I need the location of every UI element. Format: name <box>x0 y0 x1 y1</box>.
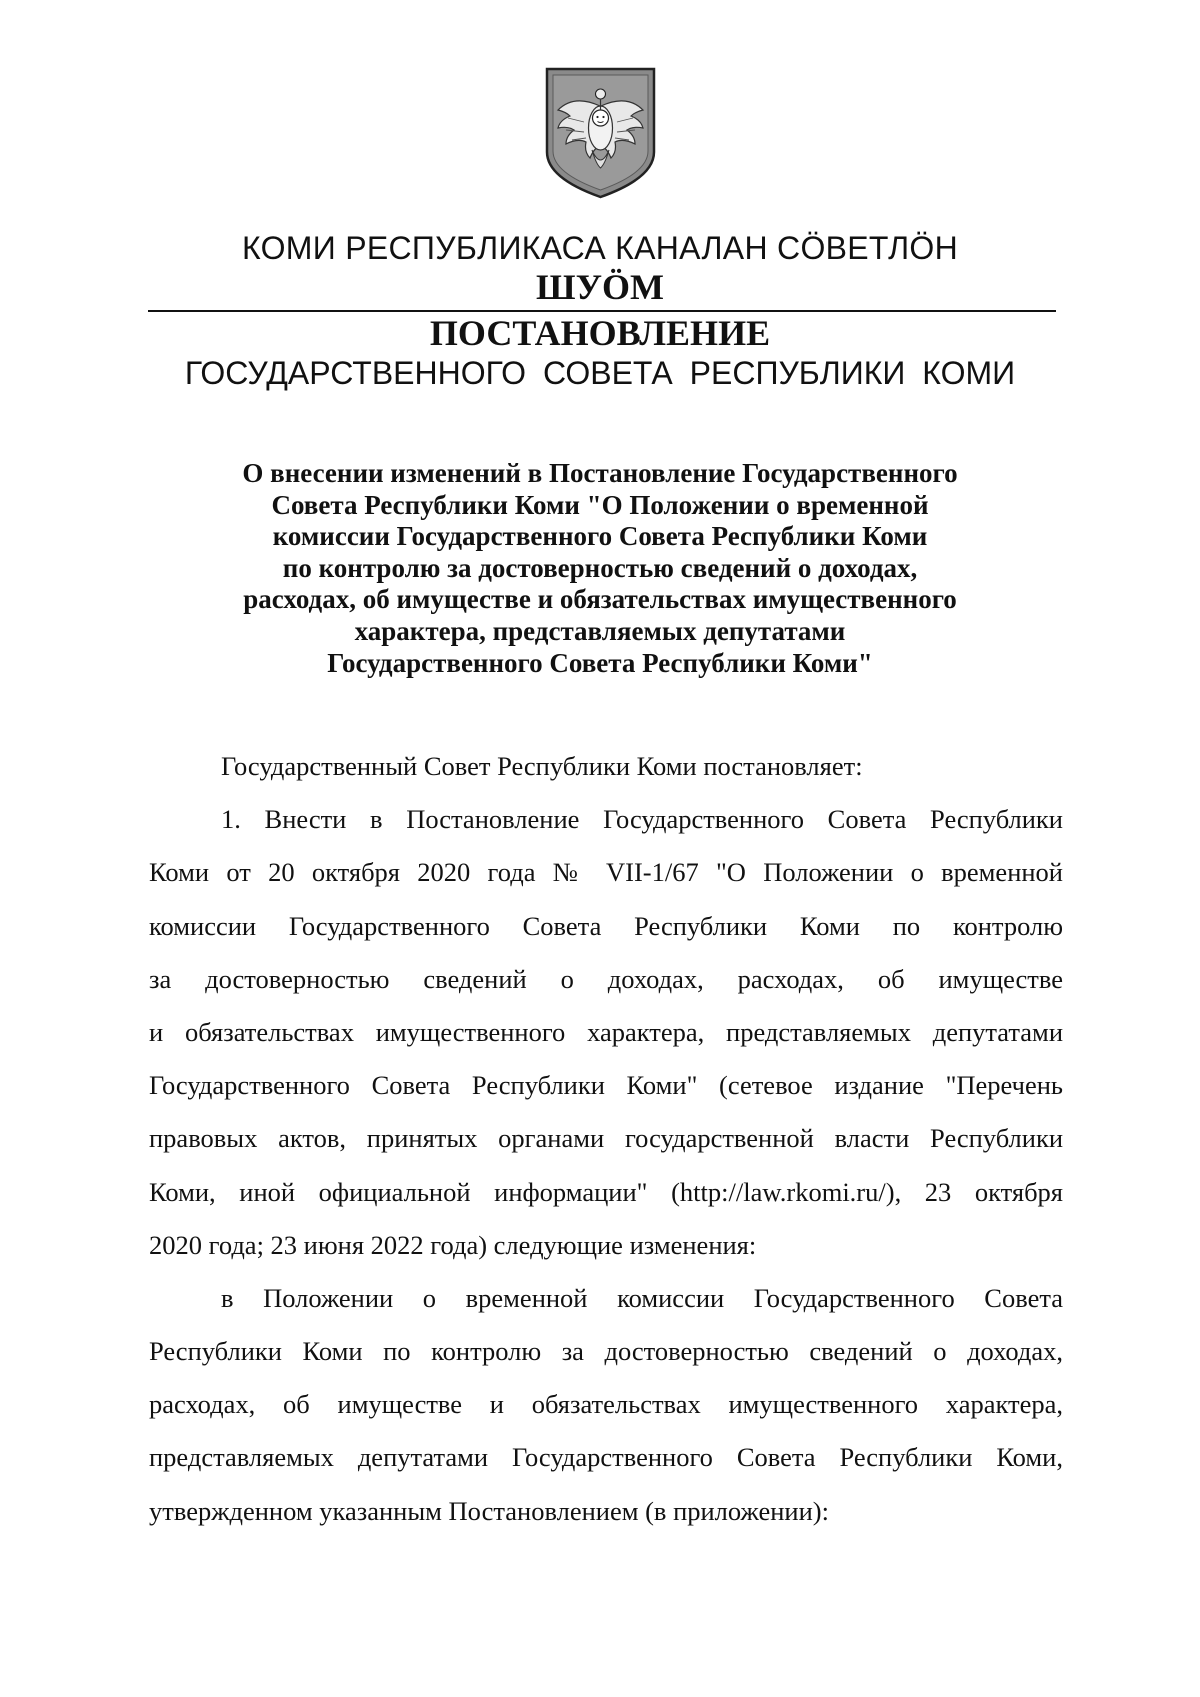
coat-of-arms-emblem <box>544 66 657 200</box>
title-line: расходах, об имуществе и обязательствах имущественного <box>243 584 957 615</box>
item2-line: в Положении о временной комиссии Государственного Совета <box>221 1282 1063 1313</box>
preamble-paragraph: Государственный Совет Республики Коми постановляет: <box>221 751 863 781</box>
item1-line: комиссии Государственного Совета Республики Коми по контролю <box>149 910 1063 941</box>
title-line: по контролю за достоверностью сведений о доходах, <box>282 552 918 583</box>
item2-line: Республики Коми по контролю за достоверностью сведений о доходах, <box>149 1336 1063 1367</box>
item1-line: 1. Внести в Постановление Государственного Совета Республики <box>221 804 1063 835</box>
item1-line: правовых актов, принятых органами государственной власти Республики <box>149 1123 1063 1154</box>
item1-line: 2020 года; 23 июня 2022 года) следующие изменения: <box>149 1229 757 1260</box>
russian-document-type: ПОСТАНОВЛЕНИЕ <box>429 313 771 353</box>
document-title <box>150 458 1050 679</box>
document-body <box>149 740 1063 1538</box>
item2-line: утвержденном указанным Постановлением (в приложении): <box>149 1495 829 1526</box>
title-line: О внесении изменений в Постановление Государственного <box>242 458 958 488</box>
komi-document-type: ШУÖМ <box>536 267 664 307</box>
item1-line: Коми от 20 октября 2020 года № VII-1/67 "О Положении о временной <box>149 857 1063 888</box>
item1-line: за достоверностью сведений о доходах, расходах, об имуществе <box>149 963 1063 994</box>
item1-line: Коми, иной официальной информации" (http://law.rkomi.ru/), 23 октября <box>149 1176 1063 1207</box>
item1-line: Государственного Совета Республики Коми" (сетевое издание "Перечень <box>149 1070 1063 1101</box>
komi-republic-council-heading: КОМИ РЕСПУБЛИКАСА КАНАЛАН СÖВЕТЛÖН <box>242 230 958 266</box>
issuing-body: ГОСУДАРСТВЕННОГО СОВЕТА РЕСПУБЛИКИ КОМИ <box>184 355 1016 391</box>
title-line: Государственного Совета Республики Коми" <box>327 647 873 678</box>
title-line: Совета Республики Коми "О Положении о временной <box>271 489 929 520</box>
item1-line: и обязательствах имущественного характера, представляемых депутатами <box>149 1016 1063 1047</box>
item2-line: расходах, об имуществе и обязательствах имущественного характера, <box>149 1389 1063 1420</box>
title-line: комиссии Государственного Совета Республики Коми <box>272 521 928 552</box>
title-line: характера, представляемых депутатами <box>354 615 846 646</box>
item2-line: представляемых депутатами Государственного Совета Республики Коми, <box>149 1442 1063 1473</box>
